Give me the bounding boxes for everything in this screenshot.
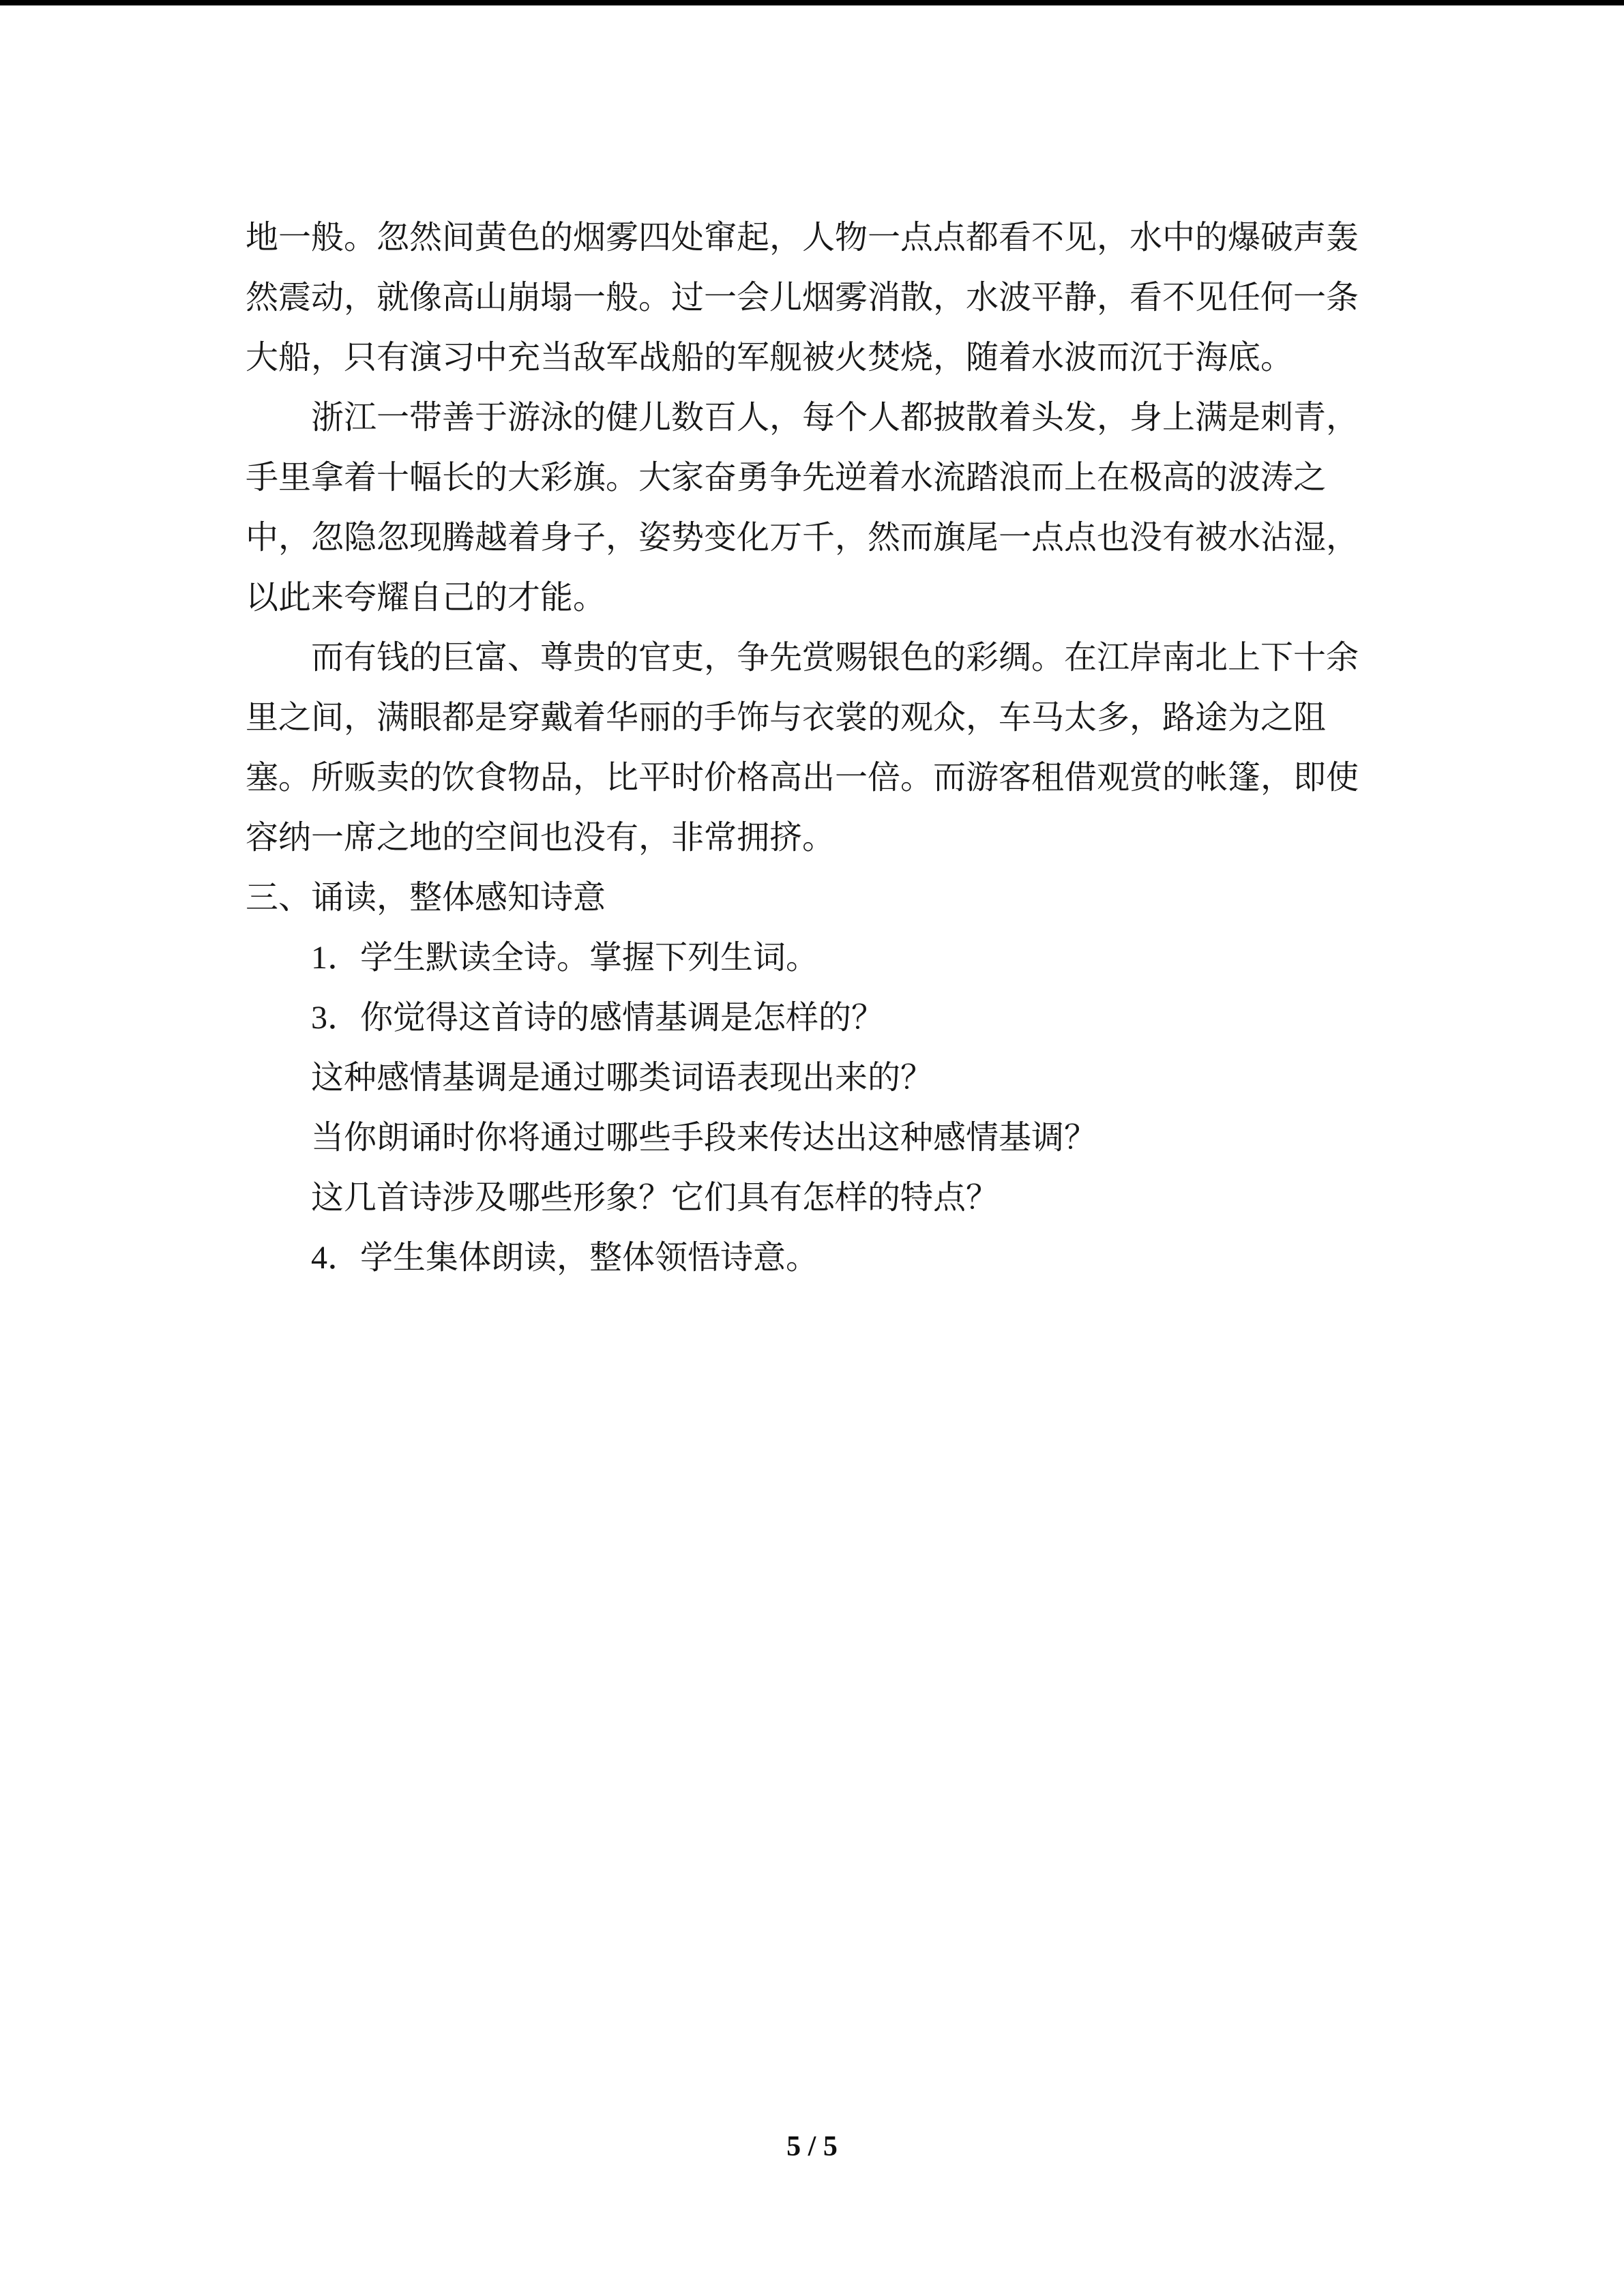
page-number: 5 / 5	[786, 2131, 838, 2162]
text-line: 里之间，满眼都是穿戴着华丽的手饰与衣裳的观众，车马太多，路途为之阻	[246, 700, 1327, 736]
text-line: 3．你觉得这首诗的感情基调是怎样的？	[311, 1000, 885, 1036]
text-line: 三、诵读，整体感知诗意	[246, 880, 606, 916]
text-line: 浙江一带善于游泳的健儿数百人，每个人都披散着头发，身上满是刺青，	[311, 400, 1359, 436]
text-line: 大船，只有演习中充当敌军战船的军舰被火焚烧，随着水波而沉于海底。	[246, 340, 1294, 376]
text-line: 当你朗诵时你将通过哪些手段来传达出这种感情基调？	[311, 1120, 1097, 1156]
text-line: 手里拿着十幅长的大彩旗。大家奋勇争先逆着水流踏浪而上在极高的波涛之	[246, 460, 1327, 496]
text-line: 这几首诗涉及哪些形象？它们具有怎样的特点？	[311, 1180, 999, 1216]
text-line: 中，忽隐忽现腾越着身子，姿势变化万千，然而旗尾一点点也没有被水沾湿，	[246, 520, 1359, 556]
text-line: 而有钱的巨富、尊贵的官吏，争先赏赐银色的彩绸。在江岸南北上下十余	[311, 640, 1359, 676]
text-line: 容纳一席之地的空间也没有，非常拥挤。	[246, 820, 836, 856]
text-line: 地一般。忽然间黄色的烟雾四处窜起，人物一点点都看不见，水中的爆破声轰	[246, 220, 1359, 256]
text-line: 以此来夸耀自己的才能。	[246, 580, 606, 616]
text-line: 1．学生默读全诗。掌握下列生词。	[311, 940, 819, 976]
page-top-border	[0, 0, 1624, 5]
text-line: 4．学生集体朗读，整体领悟诗意。	[311, 1240, 819, 1276]
document-body	[246, 208, 1381, 1288]
text-line: 这种感情基调是通过哪类词语表现出来的？	[311, 1060, 934, 1096]
text-line: 塞。所贩卖的饮食物品，比平时价格高出一倍。而游客租借观赏的帐篷，即使	[246, 760, 1359, 796]
text-line: 然震动，就像高山崩塌一般。过一会儿烟雾消散，水波平静，看不见任何一条	[246, 280, 1359, 316]
